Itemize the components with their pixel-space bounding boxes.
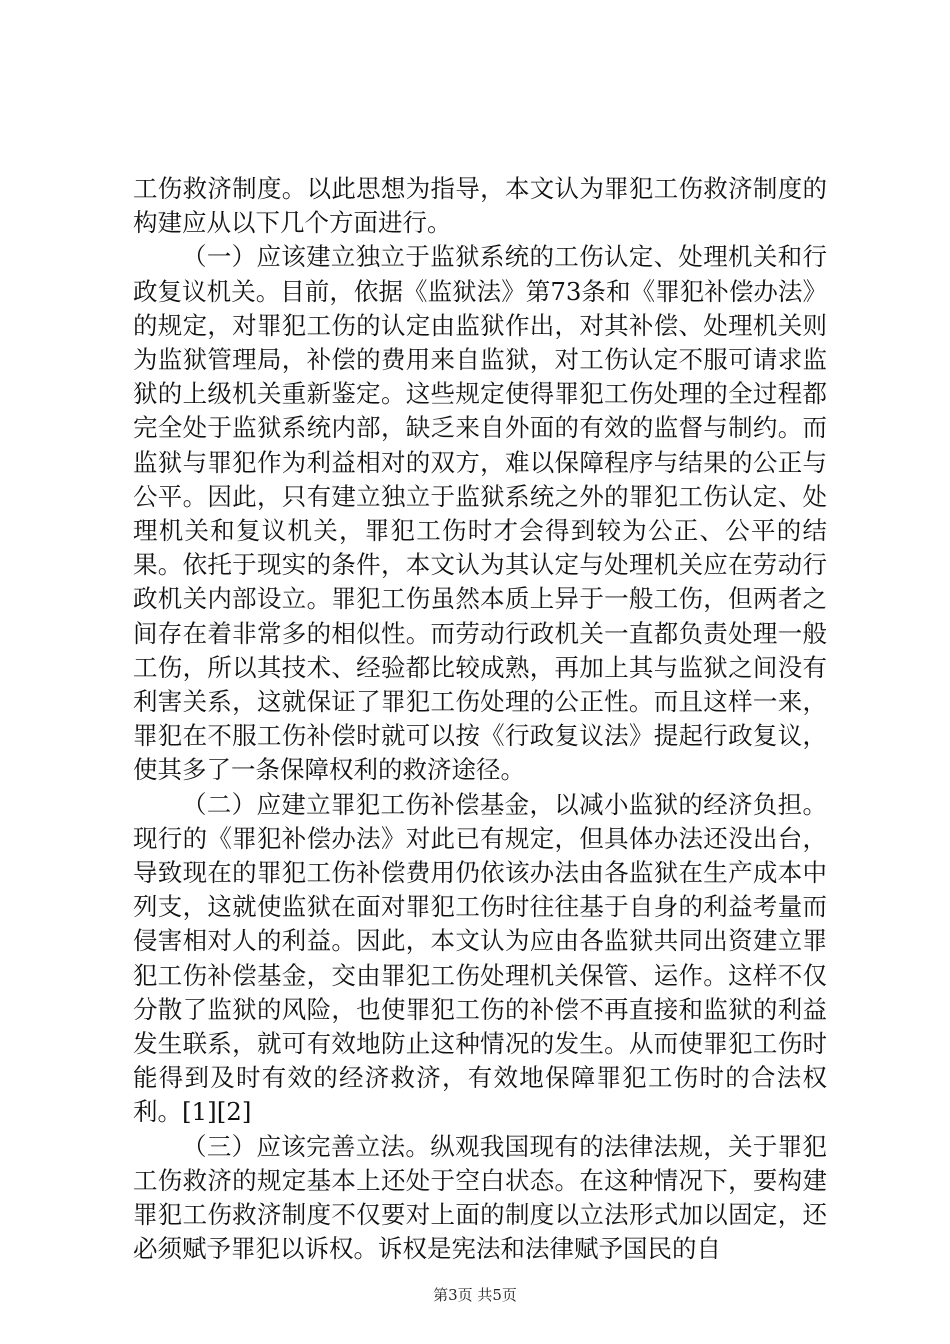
paragraph-section-one: （一）应该建立独立于监狱系统的工伤认定、处理机关和行政复议机关。目前，依据《监狱法》第73条和《罪犯补偿办法》的规定，对罪犯工伤的认定由监狱作出，对其补偿、处理机关则为监狱管理局，补偿的费用来自监狱，对工伤认定不服可请求监狱的上级机关重新鉴定。这些规定使得罪犯工伤处理的全过程都完全处于监狱系统内部，缺乏来自外面的有效的监督与制约。而监狱与罪犯作为利益相对的双方，难以保障程序与结果的公正与公平。因此，只有建立独立于监狱系统之外的罪犯工伤认定、处理机关和复议机关，罪犯工伤时才会得到较为公正、公平的结果。依托于现实的条件，本文认为其认定与处理机关应在劳动行政机关内部设立。罪犯工伤虽然本质上异于一般工伤，但两者之间存在着非常多的相似性。而劳动行政机关一直都负责处理一般工伤，所以其技术、经验都比较成熟，再加上其与监狱之间没有利害关系，这就保证了罪犯工伤处理的公正性。而且这样一来，罪犯在不服工伤补偿时就可以按《行政复议法》提起行政复议，使其多了一条保障权利的救济途径。 bbox=[133, 242, 827, 785]
page-number-footer: 第3页 共5页 bbox=[433, 1286, 517, 1304]
paragraph-section-two: （二）应建立罪犯工伤补偿基金，以减小监狱的经济负担。现行的《罪犯补偿办法》对此已有规定，但具体办法还没出台，导致现在的罪犯工伤补偿费用仍依该办法由各监狱在生产成本中列支，这就使监狱在面对罪犯工伤时往往基于自身的利益考量而侵害相对人的利益。因此，本文认为应由各监狱共同出资建立罪犯工伤补偿基金，交由罪犯工伤处理机关保管、运作。这样不仅分散了监狱的风险，也使罪犯工伤的补偿不再直接和监狱的利益发生联系，就可有效地防止这种情况的发生。从而使罪犯工伤时能得到及时有效的经济救济，有效地保障罪犯工伤时的合法权利。[1][2] bbox=[133, 789, 827, 1127]
paragraph-section-three: （三）应该完善立法。纵观我国现有的法律法规，关于罪犯工伤救济的规定基本上还处于空白状态。在这种情况下，要构建罪犯工伤救济制度不仅要对上面的制度以立法形式加以固定，还必须赋予罪犯以诉权。诉权是宪法和法律赋予国民的自 bbox=[133, 1131, 827, 1264]
paragraph-continuation: 工伤救济制度。以此思想为指导，本文认为罪犯工伤救济制度的构建应从以下几个方面进行。 bbox=[133, 174, 827, 238]
document-body bbox=[133, 172, 827, 1267]
